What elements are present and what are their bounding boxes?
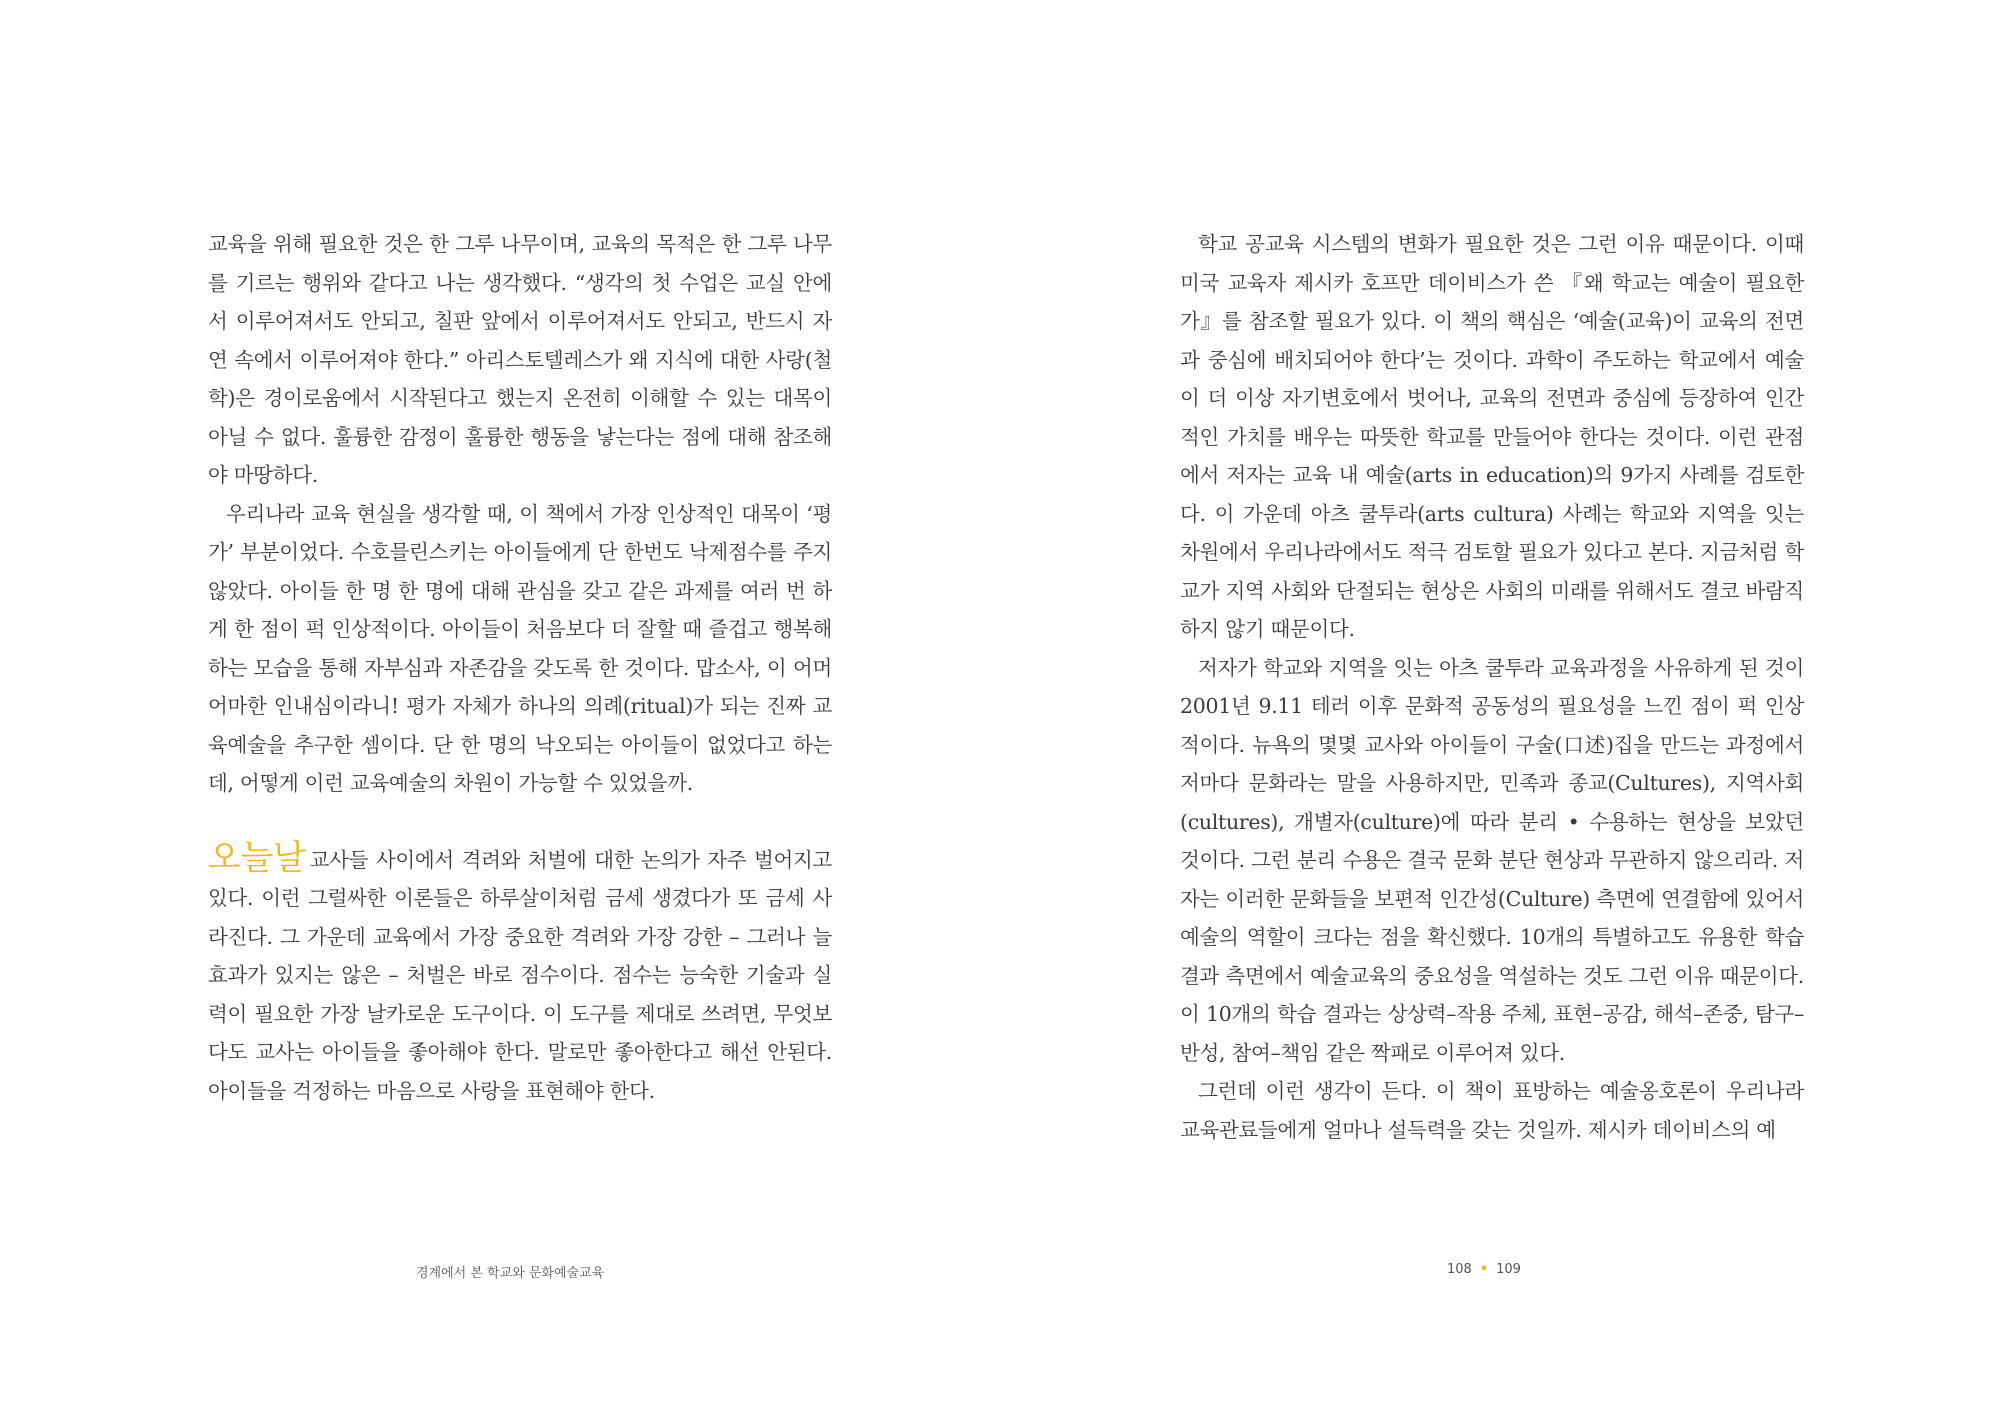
page-number-right: 109 <box>1496 1262 1521 1277</box>
running-footer-title: 경계에서 본 학교와 문화예술교육 <box>416 1266 605 1281</box>
section-paragraph <box>208 837 832 1111</box>
section-divider <box>208 803 832 841</box>
separator-dot: • <box>1479 1262 1489 1277</box>
body-paragraph: 저자가 학교와 지역을 잇는 아츠 쿨투라 교육과정을 사유하게 된 것이 2001년 9.11 테러 이후 문화적 공동성의 필요성을 느낀 점이 퍽 인상적이다. 뉴욕의 몇몇 교사와 아이들이 구술(口述)집을 만드는 과정에서 저마다 문화라는 말을 사용하지만, 민족과 종교(Cultures), 지역사회(cultures), 개별자(culture)에 따라 분리 • 수용하는 현상을 보았던 것이다. 그런 분리 수용은 결국 문화 분단 현상과 무관하지 않으리라. 저자는 이러한 문화들을 보편적 인간성(Culture) 측면에 연결함에 있어서 예술의 역할이 크다는 점을 확신했다. 10개의 특별하고도 유용한 학습 결과 측면에서 예술교육의 중요성을 역설하는 것도 그런 이유 때문이다. 이 10개의 학습 결과는 상상력–작용 주체, 표현–공감, 해석–존중, 탐구–반성, 참여–책임 같은 짝패로 이루어져 있다. <box>1180 655 1804 1065</box>
section-lead-word: 오늘날 <box>208 837 306 878</box>
page-number-left: 108 <box>1447 1262 1472 1277</box>
page-numbers <box>1447 1262 1521 1277</box>
left-page <box>208 225 832 1110</box>
body-paragraph: 우리나라 교육 현실을 생각할 때, 이 책에서 가장 인상적인 대목이 ‘평가’ 부분이었다. 수호믈린스키는 아이들에게 단 한번도 낙제점수를 주지 않았다. 아이들 한 명 한 명에 대해 관심을 갖고 같은 과제를 여러 번 하게 한 점이 퍽 인상적이다. 아이들이 처음보다 더 잘할 때 즐겁고 행복해하는 모습을 통해 자부심과 자존감을 갖도록 한 것이다. 맙소사, 이 어머어마한 인내심이라니! 평가 자체가 하나의 의례(ritual)가 되는 진짜 교육예술을 추구한 셈이다. 단 한 명의 낙오되는 아이들이 없었다고 하는데, 어떻게 이런 교육예술의 차원이 가능할 수 있었을까. <box>208 501 832 795</box>
body-paragraph: 그런데 이런 생각이 든다. 이 책이 표방하는 예술옹호론이 우리나라 교육관료들에게 얼마나 설득력을 갖는 것일까. 제시카 데이비스의 예 <box>1180 1079 1804 1142</box>
section-text: 교사들 사이에서 격려와 처벌에 대한 논의가 자주 벌어지고 있다. 이런 그럴싸한 이론들은 하루살이처럼 금세 생겼다가 또 금세 사라진다. 그 가운데 교육에서 가장 중요한 격려와 가장 강한 – 그러나 늘 효과가 있지는 않은 – 처벌은 바로 점수이다. 점수는 능숙한 기술과 실력이 필요한 가장 날카로운 도구이다. 이 도구를 제대로 쓰려면, 무엇보다도 교사는 아이들을 좋아해야 한다. 말로만 좋아한다고 해선 안된다. 아이들을 걱정하는 마음으로 사랑을 표현해야 한다. <box>208 847 832 1103</box>
body-paragraph: 학교 공교육 시스템의 변화가 필요한 것은 그런 이유 때문이다. 이때 미국 교육자 제시카 호프만 데이비스가 쓴 『왜 학교는 예술이 필요한가』를 참조할 필요가 있다. 이 책의 핵심은 ‘예술(교육)이 교육의 전면과 중심에 배치되어야 한다’는 것이다. 과학이 주도하는 학교에서 예술이 더 이상 자기변호에서 벗어나, 교육의 전면과 중심에 등장하여 인간적인 가치를 배우는 따뜻한 학교를 만들어야 한다는 것이다. 이런 관점에서 저자는 교육 내 예술(arts in education)의 9가지 사례를 검토한다. 이 가운데 아츠 쿨투라(arts cultura) 사례는 학교와 지역을 잇는 차원에서 우리나라에서도 적극 검토할 필요가 있다고 본다. 지금처럼 학교가 지역 사회와 단절되는 현상은 사회의 미래를 위해서도 결코 바람직하지 않기 때문이다. <box>1180 232 1804 641</box>
right-page <box>1180 225 1804 1149</box>
body-paragraph: 교육을 위해 필요한 것은 한 그루 나무이며, 교육의 목적은 한 그루 나무를 기르는 행위와 같다고 나는 생각했다. “생각의 첫 수업은 교실 안에서 이루어져서도 안되고, 칠판 앞에서 이루어져서도 안되고, 반드시 자연 속에서 이루어져야 한다.” 아리스토텔레스가 왜 지식에 대한 사랑(철학)은 경이로움에서 시작된다고 했는지 온전히 이해할 수 있는 대목이 아닐 수 없다. 훌륭한 감정이 훌륭한 행동을 낳는다는 점에 대해 참조해야 마땅하다. <box>208 232 832 487</box>
